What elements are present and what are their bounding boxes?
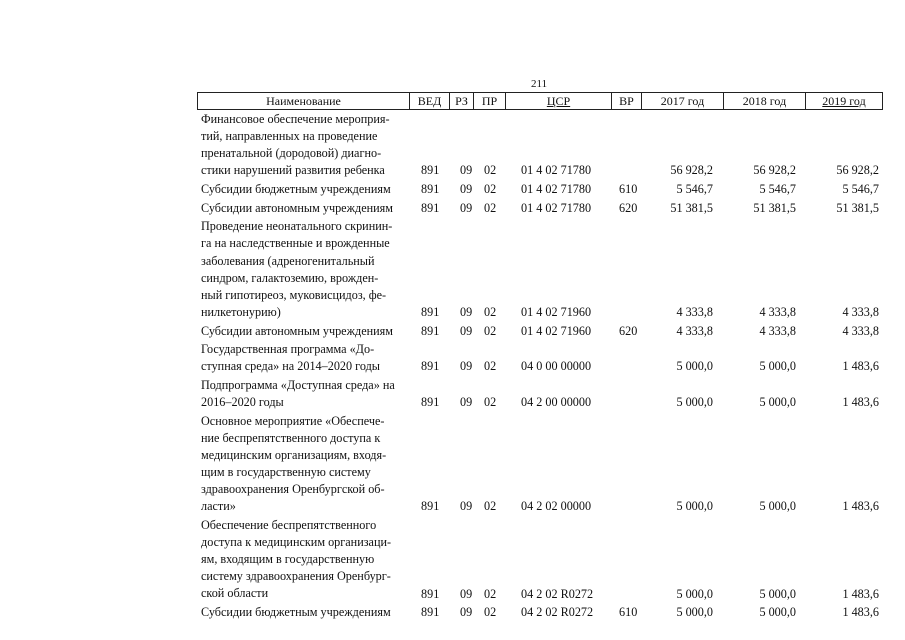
- row-name-line: Субсидии автономным учреждениям: [201, 323, 393, 338]
- row-name: [201, 111, 411, 179]
- row-name-line: щим в государственную систему: [201, 465, 371, 480]
- row-ved: 891: [421, 586, 440, 601]
- row-ved: 891: [421, 605, 440, 620]
- row-name-line: 2016–2020 годы: [201, 395, 284, 410]
- row-name: [201, 517, 411, 602]
- row-name-line: Субсидии автономным учреждениям: [201, 200, 393, 215]
- header-2019: 2019 год: [822, 94, 866, 108]
- header-2017: 2017 год: [642, 93, 724, 109]
- row-name: [201, 323, 411, 340]
- row-pr: 02: [484, 605, 497, 620]
- row-name-line: пренатальной (дородовой) диагно-: [201, 146, 382, 161]
- header-vr: ВР: [612, 93, 642, 109]
- table-row: [197, 341, 897, 375]
- row-amount-2019: 1 483,6: [842, 359, 879, 374]
- row-ved: 891: [421, 499, 440, 514]
- row-rz: 09: [460, 605, 473, 620]
- row-amount-2019: 1 483,6: [842, 605, 879, 620]
- row-rz: 09: [460, 395, 473, 410]
- row-name-line: ской области: [201, 586, 269, 601]
- row-amount-2017: 4 333,8: [676, 323, 713, 338]
- row-vr: 610: [619, 182, 638, 197]
- row-csr: 04 2 02 R0272: [521, 586, 594, 601]
- row-vr: 620: [619, 200, 638, 215]
- row-name-line: Субсидии бюджетным учреждениям: [201, 605, 391, 620]
- header-name: Наименование: [198, 93, 410, 109]
- row-name-line: Проведение неонатального скринин-: [201, 219, 393, 234]
- row-name-line: систему здравоохранения Оренбург-: [201, 569, 391, 584]
- row-amount-2017: 5 546,7: [676, 182, 713, 197]
- row-amount-2018: 56 928,2: [753, 163, 796, 178]
- header-rz: РЗ: [450, 93, 474, 109]
- row-amount-2018: 5 000,0: [759, 499, 796, 514]
- row-amount-2019: 51 381,5: [836, 200, 879, 215]
- row-name: [201, 413, 411, 516]
- row-amount-2019: 1 483,6: [842, 586, 879, 601]
- row-name: [201, 377, 411, 411]
- row-rz: 09: [460, 163, 473, 178]
- row-amount-2018: 5 000,0: [759, 586, 796, 601]
- row-name-line: нилкетонурию): [201, 304, 281, 319]
- row-amount-2017: 5 000,0: [676, 586, 713, 601]
- table-row: [197, 517, 897, 603]
- row-csr: 04 2 00 00000: [521, 395, 592, 410]
- row-name: [201, 604, 411, 621]
- row-pr: 02: [484, 323, 497, 338]
- row-name-line: здравоохранения Оренбургской об-: [201, 482, 385, 497]
- header-csr: ЦСР: [506, 93, 612, 109]
- row-amount-2019: 56 928,2: [836, 163, 879, 178]
- row-amount-2018: 4 333,8: [759, 304, 796, 319]
- row-name: [201, 200, 411, 217]
- row-name-line: тий, направленных на проведение: [201, 129, 378, 144]
- row-amount-2019: 1 483,6: [842, 499, 879, 514]
- row-csr: 04 0 00 00000: [521, 359, 592, 374]
- row-amount-2017: 4 333,8: [676, 304, 713, 319]
- row-name-line: Финансовое обеспечение мероприя-: [201, 112, 390, 126]
- row-pr: 02: [484, 586, 497, 601]
- row-name-line: медицинским организациям, входя-: [201, 448, 387, 463]
- row-name-line: га на наследственные и врожденные: [201, 236, 390, 251]
- row-vr: 610: [619, 605, 638, 620]
- row-name-line: ный гипотиреоз, муковисцидоз, фе-: [201, 287, 387, 302]
- row-rz: 09: [460, 586, 473, 601]
- row-rz: 09: [460, 304, 473, 319]
- row-csr: 04 2 02 00000: [521, 499, 592, 514]
- header-pr: ПР: [474, 93, 506, 109]
- row-ved: 891: [421, 359, 440, 374]
- row-amount-2018: 5 546,7: [759, 182, 796, 197]
- row-csr: 01 4 02 71780: [521, 200, 592, 215]
- row-csr: 01 4 02 71960: [521, 304, 592, 319]
- row-ved: 891: [421, 304, 440, 319]
- table-row: [197, 218, 897, 321]
- row-amount-2018: 4 333,8: [759, 323, 796, 338]
- header-ved: ВЕД: [410, 93, 450, 109]
- row-name-line: Основное мероприятие «Обеспече-: [201, 413, 385, 428]
- row-amount-2017: 51 381,5: [670, 200, 713, 215]
- row-name-line: Подпрограмма «Доступная среда» на: [201, 378, 395, 393]
- row-amount-2018: 5 000,0: [759, 395, 796, 410]
- table-row: [197, 604, 897, 621]
- row-name-line: ступная среда» на 2014–2020 годы: [201, 359, 380, 374]
- row-amount-2017: 5 000,0: [676, 359, 713, 374]
- row-name-line: ям, входящим в государственную: [201, 552, 375, 567]
- row-rz: 09: [460, 323, 473, 338]
- row-amount-2017: 5 000,0: [676, 499, 713, 514]
- row-amount-2018: 5 000,0: [759, 359, 796, 374]
- row-name-line: заболевания (адреногенитальный: [201, 253, 375, 268]
- row-amount-2017: 56 928,2: [670, 163, 713, 178]
- row-ved: 891: [421, 200, 440, 215]
- header-2018: 2018 год: [724, 93, 806, 109]
- row-rz: 09: [460, 499, 473, 514]
- row-pr: 02: [484, 304, 497, 319]
- row-name-line: ласти»: [201, 499, 236, 514]
- row-rz: 09: [460, 200, 473, 215]
- row-pr: 02: [484, 200, 497, 215]
- page-number: 211: [531, 78, 548, 90]
- table-row: [197, 181, 897, 198]
- row-pr: 02: [484, 359, 497, 374]
- row-amount-2018: 51 381,5: [753, 200, 796, 215]
- row-ved: 891: [421, 323, 440, 338]
- row-pr: 02: [484, 163, 497, 178]
- row-name-line: Государственная программа «До-: [201, 342, 375, 357]
- row-ved: 891: [421, 395, 440, 410]
- row-ved: 891: [421, 182, 440, 197]
- row-name-line: синдром, галактоземию, врожден-: [201, 270, 379, 285]
- row-name: [201, 181, 411, 198]
- row-name-line: доступа к медицинским организаци-: [201, 535, 392, 550]
- table-header: [197, 92, 883, 110]
- table-row: [197, 200, 897, 217]
- row-name-line: стики нарушений развития ребенка: [201, 163, 385, 178]
- row-amount-2019: 4 333,8: [842, 304, 879, 319]
- table-row: [197, 323, 897, 340]
- row-csr: 01 4 02 71960: [521, 323, 592, 338]
- table-row: [197, 413, 897, 516]
- row-amount-2019: 5 546,7: [842, 182, 879, 197]
- row-pr: 02: [484, 182, 497, 197]
- row-rz: 09: [460, 182, 473, 197]
- row-name: [201, 341, 411, 375]
- row-rz: 09: [460, 359, 473, 374]
- row-name-line: Обеспечение беспрепятственного: [201, 518, 377, 533]
- row-amount-2019: 4 333,8: [842, 323, 879, 338]
- table-row: [197, 111, 897, 179]
- row-csr: 01 4 02 71780: [521, 163, 592, 178]
- row-csr: 04 2 02 R0272: [521, 605, 594, 620]
- row-amount-2017: 5 000,0: [676, 605, 713, 620]
- table-row: [197, 377, 897, 411]
- row-amount-2018: 5 000,0: [759, 605, 796, 620]
- row-csr: 01 4 02 71780: [521, 182, 592, 197]
- row-name-line: ние беспрепятственного доступа к: [201, 430, 381, 445]
- row-pr: 02: [484, 395, 497, 410]
- row-ved: 891: [421, 163, 440, 178]
- row-vr: 620: [619, 323, 638, 338]
- row-name: [201, 218, 411, 321]
- row-amount-2017: 5 000,0: [676, 395, 713, 410]
- row-amount-2019: 1 483,6: [842, 395, 879, 410]
- row-name-line: Субсидии бюджетным учреждениям: [201, 182, 391, 196]
- row-pr: 02: [484, 499, 497, 514]
